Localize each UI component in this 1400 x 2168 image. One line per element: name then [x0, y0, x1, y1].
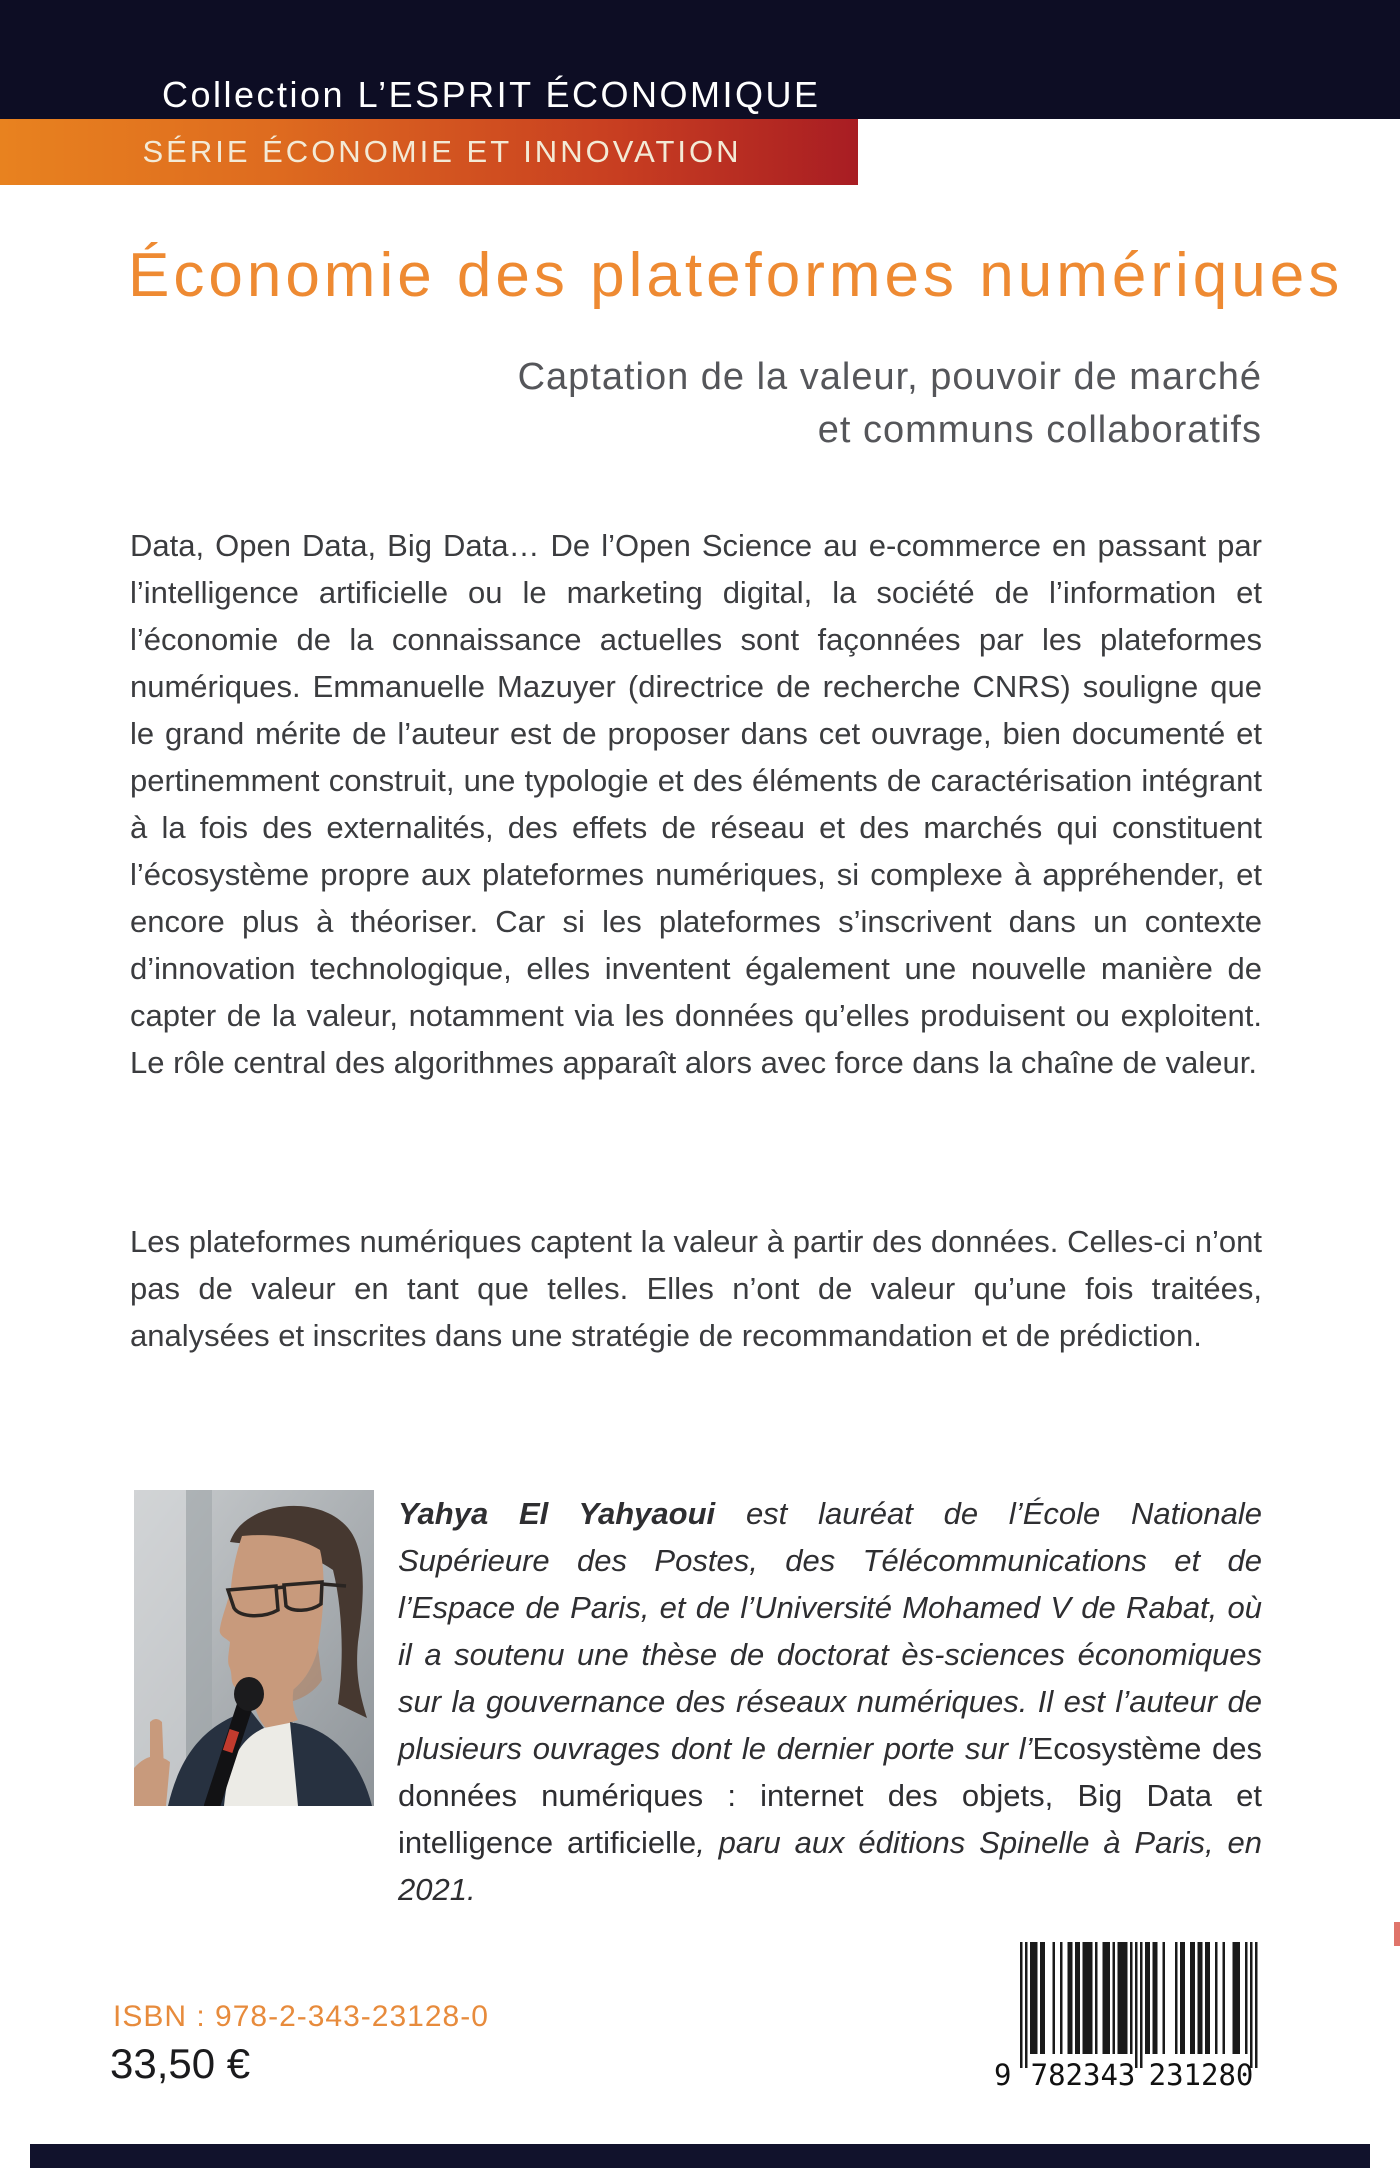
barcode-digit-group-2: 231280 — [1148, 2058, 1254, 2092]
author-photo-illustration — [134, 1490, 374, 1806]
author-bio — [130, 1490, 1262, 1913]
subtitle-line-1: Captation de la valeur, pouvoir de marché — [517, 356, 1262, 398]
isbn-label: ISBN : 978-2-343-23128-0 — [113, 2000, 489, 2033]
subtitle-line-2: et communs collaboratifs — [817, 409, 1262, 451]
book-title: Économie des plateformes numériques — [128, 241, 1344, 310]
author-photo — [134, 1490, 374, 1806]
back-blurb-paragraph-2: Les plateformes numériques captent la valeur à partir des données. Celles-ci n’ont pas de valeur en tant que telles. Elles n’ont de valeur qu’une fois traitées, analysées et inscrites dans une stratégie de recommandation et de prédiction. — [130, 1224, 1262, 1353]
barcode-bars — [1020, 1942, 1258, 2068]
series-banner — [0, 119, 858, 185]
book-subtitle — [518, 351, 1262, 457]
bio-text-before: est lauréat de l’École Nationale Supérieure des Postes, des Télécommunications et de l’Espace de Paris, et de l’Université Mohamed V de Rabat, où il a soutenu une thèse de doctorat ès-sciences économiques sur la gouvernance des réseaux numériques. Il est l’auteur de plusieurs ouvrages dont le dernier porte sur l’ — [398, 1496, 1262, 1766]
bio-text — [398, 1490, 1262, 1913]
series-label: SÉRIE ÉCONOMIE ET INNOVATION — [142, 134, 742, 169]
barcode-digit-group-1: 782343 — [1030, 2058, 1136, 2092]
bottom-navy-band — [30, 2144, 1370, 2168]
barcode — [994, 1942, 1264, 2092]
barcode-digit-9: 9 — [994, 2058, 1012, 2092]
collection-label: Collection L’ESPRIT ÉCONOMIQUE — [162, 74, 821, 115]
book-title-reference: Ecosystème des données numériques : internet des objets, Big Data et intelligence artificielle — [398, 1731, 1262, 1860]
back-blurb-paragraph-1: Data, Open Data, Big Data… De l’Open Science au e-commerce en passant par l’intelligence artificielle ou le marketing digital, la société de l’information et l’économie de la connaissance actuelles sont façonnées par les plateformes numériques. Emmanuelle Mazuyer (directrice de recherche CNRS) souligne que le grand mérite de l’auteur est de proposer dans cet ouvrage, bien documenté et pertinemment construit, une typologie et des éléments de caractérisation intégrant à la fois des externalités, des effets de réseau et des marchés qui constituent l’écosystème propre aux plateformes numériques, si complexe à appréhender, et encore plus à théoriser. Car si les plateformes s’inscrivent dans un contexte d’innovation technologique, elles inventent également une nouvelle manière de capter de la valeur, notamment via les données qu’elles produisent ou exploitent. Le rôle central des algorithmes apparaît alors avec force dans la chaîne de valeur. — [130, 528, 1262, 1080]
price-label: 33,50 € — [110, 2040, 251, 2087]
edge-artifact — [1394, 1922, 1400, 1946]
bio-text-after: , paru aux éditions Spinelle à Paris, en 2021. — [398, 1825, 1262, 1907]
author-name: Yahya El Yahyaoui — [398, 1496, 716, 1531]
